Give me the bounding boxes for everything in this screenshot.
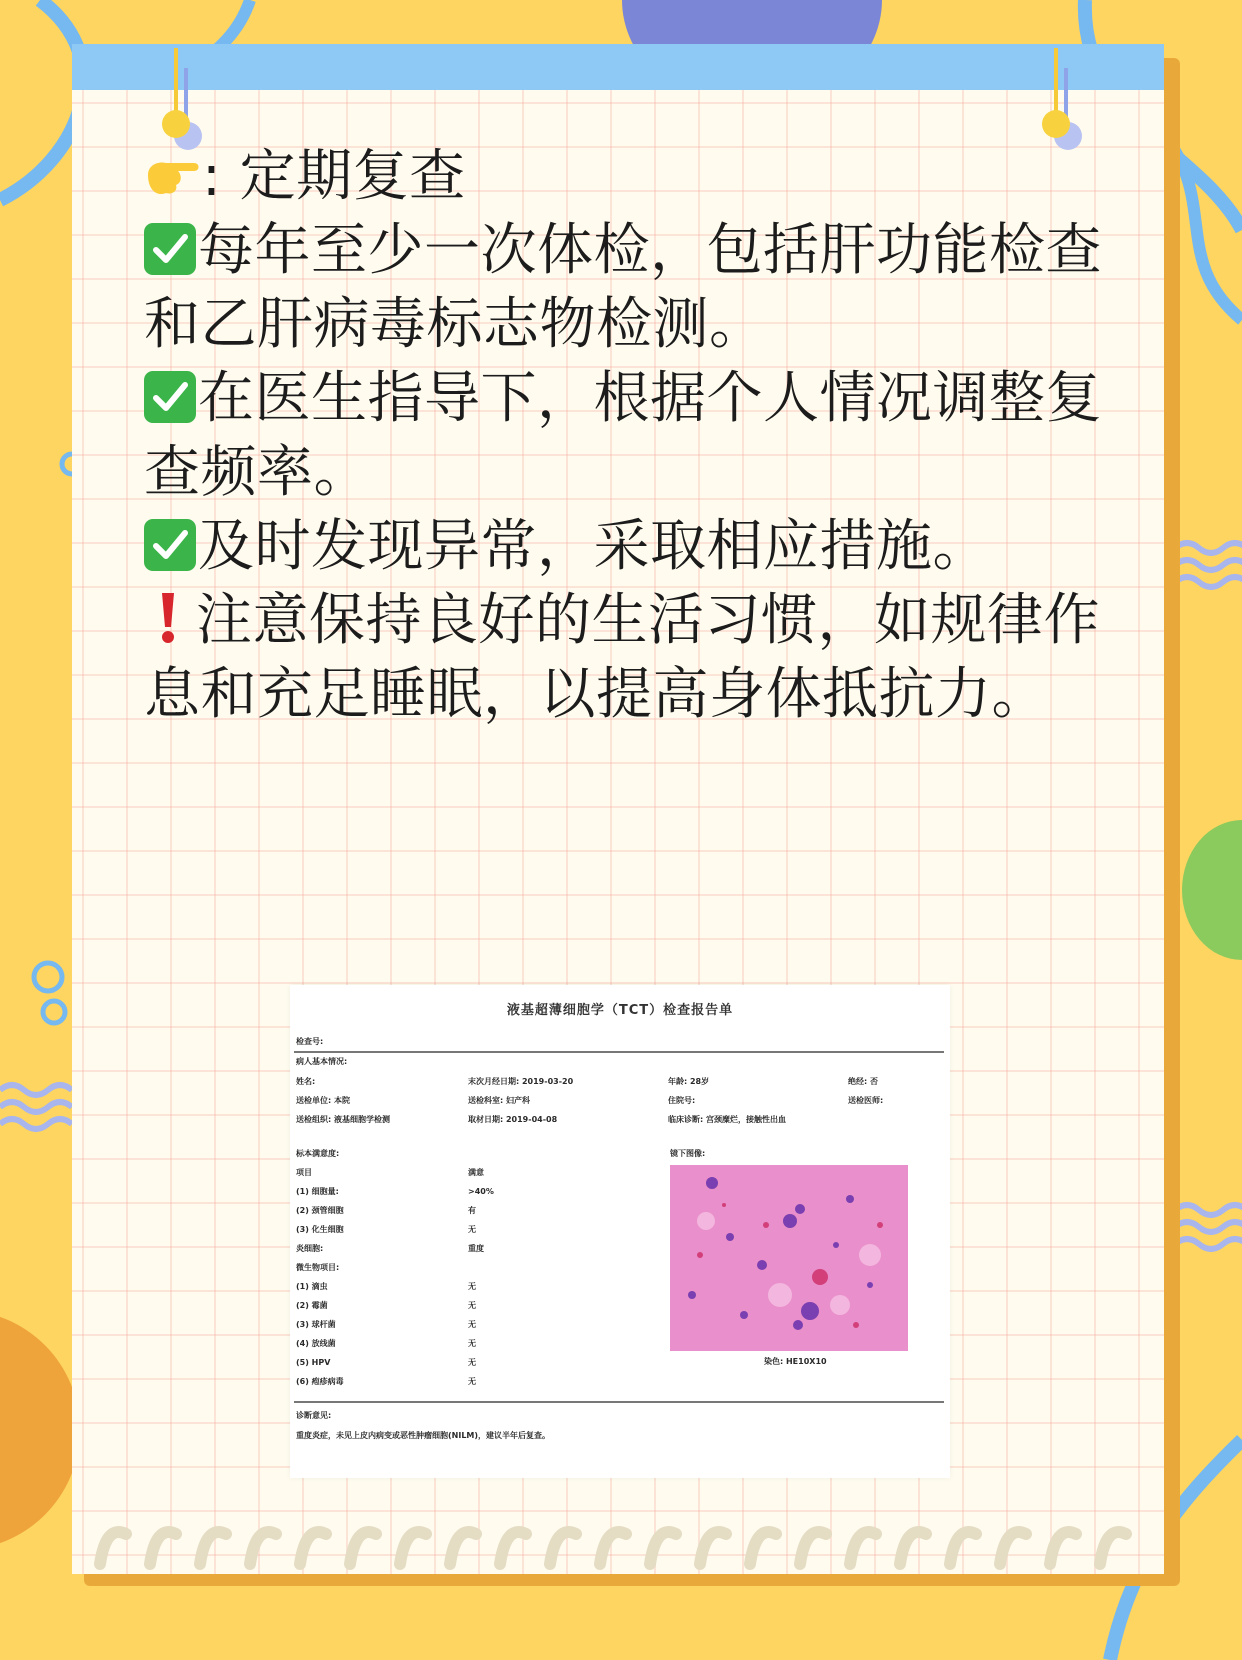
check-item-3 (144, 510, 1104, 584)
report-row-label: 微生物项目: (296, 1263, 340, 1272)
report-title: 液基超薄细胞学（TCT）检查报告单 (506, 1003, 734, 1018)
report-row-value: 无 (468, 1339, 476, 1348)
report-row-value: 有 (468, 1206, 476, 1215)
report-row-value: 无 (468, 1282, 476, 1291)
report-row-label: 项目 (296, 1168, 312, 1177)
report-exam-no: 检查号: (296, 1037, 324, 1046)
report-row-value: 重度 (468, 1244, 484, 1253)
stained-cells-image (670, 1165, 908, 1351)
warning-item-text: 注意保持良好的生活习惯，如规律作息和充足睡眠，以提高身体抵抗力。 (144, 588, 1100, 727)
heading-line (144, 140, 1104, 214)
report-row-value: 无 (468, 1320, 476, 1329)
report-last-period: 末次月经日期: 2019-03-20 (468, 1077, 574, 1086)
report-row-value: >40% (468, 1187, 494, 1196)
report-row-value: 无 (468, 1358, 476, 1367)
report-row-label: (3) 球杆菌 (296, 1320, 336, 1329)
check-mark-icon (144, 223, 196, 275)
report-row-label: (4) 放线菌 (296, 1339, 336, 1348)
microscope-image (670, 1165, 908, 1351)
report-row-value: 无 (468, 1377, 476, 1386)
report-clinical-dx: 临床诊断: 宫颈糜烂，接触性出血 (668, 1115, 786, 1124)
report-row-label: (1) 细胞量: (296, 1187, 339, 1196)
tct-report-image (290, 985, 950, 1478)
exclamation-icon (154, 589, 182, 645)
report-row-value: 无 (468, 1301, 476, 1310)
report-image-title: 镜下图像: (670, 1149, 706, 1158)
note-header-band (72, 44, 1164, 90)
report-rule-bottom (294, 1401, 944, 1403)
report-menopause: 绝经: 否 (848, 1077, 878, 1086)
main-text (144, 140, 1104, 732)
report-bed-no: 住院号: (668, 1096, 696, 1105)
report-stain: 染色: HE10X10 (764, 1357, 827, 1366)
report-row-value: 无 (468, 1225, 476, 1234)
report-age: 年龄: 28岁 (668, 1077, 710, 1086)
report-sample-type: 送检组织: 液基细胞学检测 (296, 1115, 390, 1124)
report-rule-top (294, 1051, 944, 1053)
report-sender-dept: 送检科室: 妇产科 (468, 1096, 530, 1105)
report-row-label: (2) 颈管细胞 (296, 1206, 344, 1215)
report-sender-unit: 送检单位: 本院 (296, 1096, 350, 1105)
report-row-value: 满意 (468, 1168, 484, 1177)
report-diagnosis: 重度炎症，未见上皮内病变或恶性肿瘤细胞(NILM)，建议半年后复查。 (296, 1431, 551, 1440)
check-mark-icon (144, 371, 196, 423)
report-row-label: 炎细胞: (296, 1244, 324, 1253)
report-row-label: (5) HPV (296, 1358, 331, 1367)
report-specimen-title: 标本满意度: (296, 1149, 340, 1158)
report-diagnosis-title: 诊断意见: (296, 1411, 332, 1420)
check-mark-icon (144, 519, 196, 571)
report-row-label: (6) 疱疹病毒 (296, 1377, 344, 1386)
report-row-label: (3) 化生细胞 (296, 1225, 344, 1234)
report-row-label: (1) 滴虫 (296, 1282, 328, 1291)
report-name: 姓名: (296, 1077, 316, 1086)
warning-item (144, 584, 1104, 732)
check-item-2-text: 在医生指导下，根据个人情况调整复查频率。 (144, 366, 1102, 505)
report-sender-doctor: 送检医师: (848, 1096, 884, 1105)
note-scallop-edge (72, 1494, 1164, 1574)
check-item-3-text: 及时发现异常，采取相应措施。 (198, 514, 989, 579)
report-sample-date: 取材日期: 2019-04-08 (468, 1115, 558, 1124)
pointing-hand-icon (144, 153, 200, 201)
check-item-1-text: 每年至少一次体检，包括肝功能检查和乙肝病毒标志物检测。 (144, 218, 1102, 357)
heading-text: : 定期复查 (202, 144, 466, 209)
report-row-label: (2) 霉菌 (296, 1301, 328, 1310)
report-patient-section: 病人基本情况: (296, 1057, 348, 1066)
check-item-2 (144, 362, 1104, 510)
check-item-1 (144, 214, 1104, 362)
